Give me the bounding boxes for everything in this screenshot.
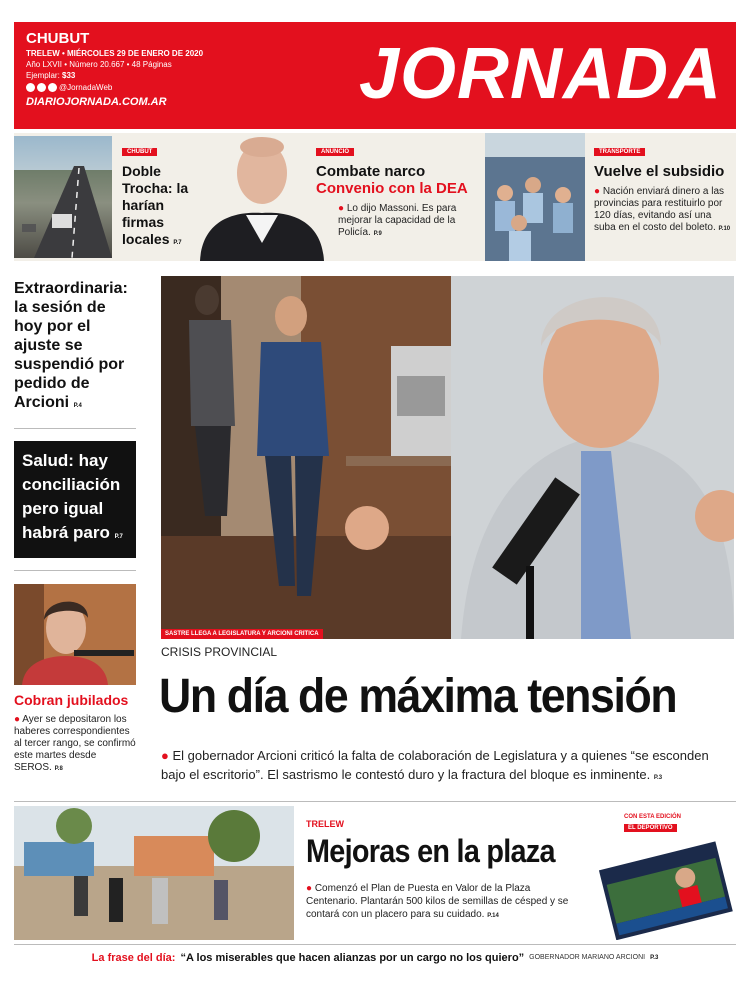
bus-interior-illustration (485, 133, 585, 261)
teaser-headline: Doble Trocha: la harían firmas locales P.7 (122, 163, 189, 247)
deportivo-cover-icon (588, 812, 734, 940)
plaza-tag: TRELEW (306, 819, 344, 829)
bus-photo (485, 133, 585, 261)
main-headline[interactable]: Un día de máxima tensión (159, 670, 677, 723)
road-photo (14, 136, 112, 258)
massoni-portrait (190, 133, 334, 261)
plaza-headline[interactable]: Mejoras en la plaza (306, 833, 555, 869)
quote-page: P.3 (650, 954, 659, 961)
dateline: TRELEW • MIÉRCOLES 29 DE ENERO DE 2020 (26, 49, 204, 58)
road-illustration (14, 136, 112, 258)
sidebar-text: ● Ayer se depositaron los haberes correspondientes al tercer rango, se confirmó este martes desde SEROS. P.8 (14, 714, 136, 773)
quote-text: “A los miserables que hacen alianzas por un cargo no los quiero” (180, 951, 525, 964)
quote-author: GOBERNADOR MARIANO ARCIONI (529, 954, 646, 961)
newspaper-logo[interactable]: JORNADA (358, 34, 722, 114)
sidebar-jubilados[interactable] (14, 691, 136, 775)
teaser-tag: ANUNCIO (316, 148, 354, 156)
social-links[interactable] (26, 82, 203, 93)
teaser-tag: CHUBUT (122, 148, 157, 156)
teaser-strip (14, 133, 736, 261)
kicker: CRISIS PROVINCIAL (161, 645, 278, 659)
masthead-meta (26, 30, 203, 108)
teaser-subsidio[interactable] (594, 140, 734, 235)
sidebar-extraordinaria[interactable] (14, 279, 136, 416)
divider (14, 570, 136, 571)
jubilados-photo (14, 584, 136, 685)
teaser-headline: Vuelve el subsidio (594, 163, 725, 180)
teaser-text: ● Lo dijo Massoni. Es para mejorar la capacidad de la Policía. P.9 (338, 203, 457, 238)
sidebar-headline: Cobran jubilados (14, 692, 129, 708)
photo-caption: SASTRE LLEGA A LEGISLATURA Y ARCIONI CRITICA (161, 629, 323, 639)
speaker-illustration (14, 584, 136, 685)
teaser-headline: Combate narco (316, 163, 426, 180)
teaser-subhead: Convenio con la DEA (316, 180, 468, 197)
sidebar-headline: Salud: hay conciliación pero igual habrá paro P.7 (22, 451, 123, 542)
teaser-tag: TRANSPORTE (594, 148, 645, 156)
main-deck: ● El gobernador Arcioni criticó la falta de colaboración de Legislatura y a quienes “se esconden bajo el escritorio”. El sastrismo le contestó duro y la fractura del bloque es inminente. P.3 (161, 748, 709, 782)
divider (14, 801, 736, 802)
teaser-combate-narco[interactable] (316, 140, 486, 240)
website-link[interactable]: DIARIOJORNADA.COM.AR (26, 96, 167, 108)
teaser-text: ● Nación enviará dinero a las provincias para restituirlo por 120 días, evitando así una suba en el costo del boleto. P.10 (594, 186, 731, 233)
masthead (14, 22, 736, 129)
facebook-icon[interactable] (26, 83, 35, 92)
main-photo (161, 276, 734, 639)
portrait-illustration (190, 133, 334, 261)
plaza-tag-wrap (306, 814, 344, 832)
price: $33 (62, 71, 76, 80)
issue-info: Año LXVII • Número 20.667 • 48 Páginas (26, 60, 172, 69)
teaser-doble-trocha[interactable] (122, 140, 194, 252)
plaza-photo (14, 806, 294, 940)
price-line: Ejemplar: $33 (26, 71, 76, 80)
promo-label-2: EL DEPORTIVO (624, 824, 677, 832)
quote-label: La frase del día: (91, 951, 176, 964)
sidebar-headline: Extraordinaria: la sesión de hoy por el ajuste se suspendió por pedido de Arcioni P.4 (14, 280, 128, 411)
instagram-icon[interactable] (48, 83, 57, 92)
quote-of-the-day (14, 944, 736, 970)
plaza-illustration (14, 806, 294, 940)
sidebar-salud[interactable] (14, 441, 136, 558)
social-handle[interactable]: @JornadaWeb (59, 83, 113, 92)
main-photo-illustration (161, 276, 734, 639)
promo-label-1: CON ESTA EDICIÓN (624, 814, 682, 820)
plaza-text: ● Comenzó el Plan de Puesta en Valor de la Plaza Centenario. Plantarán 500 kilos de semillas de césped y se contará con un placero para su cuidado. P.14 (306, 883, 569, 920)
province-label: CHUBUT (26, 30, 90, 47)
deportivo-promo[interactable] (588, 812, 734, 940)
divider (14, 428, 136, 429)
twitter-icon[interactable] (37, 83, 46, 92)
